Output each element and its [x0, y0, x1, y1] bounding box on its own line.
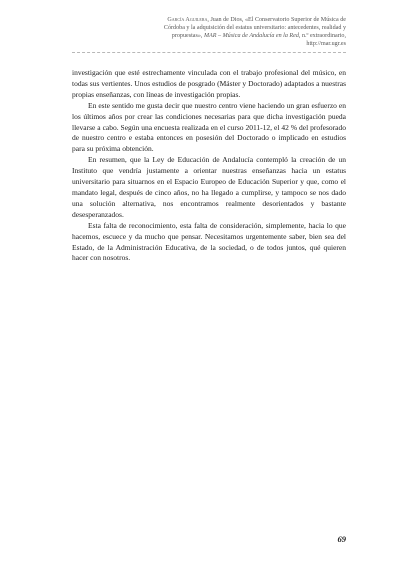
header-title-line1: , Juan de Dios, «El Conservatorio Superior de Música de Córdoba y la — [163, 17, 346, 32]
header-author: García Aguilera — [167, 17, 208, 23]
header-journal-name: Andalucía en la Red — [249, 33, 299, 40]
page-number: 69 — [337, 534, 346, 544]
header-title-line2: adquisición del estatus universitario: antecedentes, realidad y propuestas», — [171, 25, 346, 40]
paragraph-4: Esta falta de reconocimiento, esta falta de consideración, simplemente, hacia lo que hacemos, escuece y da mucho que pensar. Necesitamos urgentemente saber, bien sea del Estado, de la Administración Educativa, de la sociedad, o de todos juntos, qué quieren hacer con nosotros. — [72, 220, 346, 263]
header-divider — [72, 52, 346, 53]
running-header — [150, 16, 346, 48]
header-issue: , n.º extraordinario, — [298, 33, 346, 40]
paragraph-2: En este sentido me gusta decir que nuestro centro viene haciendo un gran esfuerzo en los últimos años por crear las condiciones necesarias para que dicha investigación pueda llevarse a cabo. Según una encuesta realizada en el curso 2011-12, el 42 % del profesorado de nuestro centro e estaba entonces en posesión del Doctorado o implicado en estudios para su próxima obtención. — [72, 100, 346, 154]
paragraph-1: investigación que esté estrechamente vinculada con el trabajo profesional del músico, en todas sus vertientes. Unos estudios de posgrado (Máster y Doctorado) adaptados a nuestras propias enseñanzas, con líneas de investigación propias. — [72, 68, 346, 99]
header-journal-abbr: MAR – Música de — [203, 33, 248, 40]
header-url-link[interactable]: http://mar.ugr.es — [306, 41, 346, 48]
paragraph-3: En resumen, que la Ley de Educación de Andalucía contempló la creación de un Instituto que vendría justamente a orientar nuestras enseñanzas hacia un estatus universitario para situarnos en el Espacio Europeo de Educación Superior y que, como el mandato legal, después de cinco años, no ha llegado a cumplirse, y tampoco se nos dado una solución alternativa, nos encontramos realmente desorientados y bastante desesperanzados. — [72, 155, 346, 219]
article-body — [72, 68, 346, 264]
